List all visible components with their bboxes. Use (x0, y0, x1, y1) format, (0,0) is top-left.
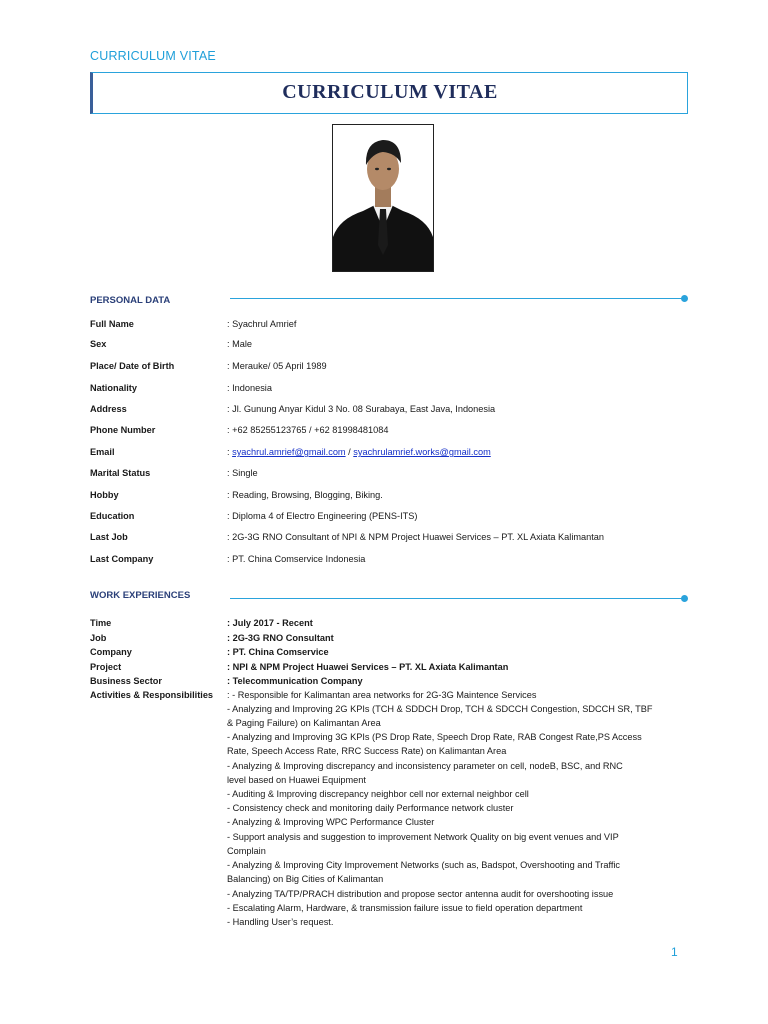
row-label: Hobby (90, 490, 119, 500)
divider-dot-icon (681, 595, 688, 602)
row-label: Company (90, 647, 132, 657)
activity-line: - Auditing & Improving discrepancy neighbor cell nor external neighbor cell (227, 789, 529, 799)
row-label: Address (90, 404, 127, 414)
email-link-secondary[interactable]: syachrulamrief.works@gmail.com (353, 447, 491, 457)
page-title: CURRICULUM VITAE (282, 81, 498, 103)
row-value: : NPI & NPM Project Huawei Services – PT. XL Axiata Kalimantan (227, 662, 509, 672)
row-label: Job (90, 633, 107, 643)
row-value: : 2G-3G RNO Consultant of NPI & NPM Project Huawei Services – PT. XL Axiata Kalimantan (227, 532, 605, 542)
row-value: : Telecommunication Company (227, 676, 363, 686)
activity-line: Complain (227, 846, 266, 856)
email-separator: / (345, 447, 354, 457)
row-value: : 2G-3G RNO Consultant (227, 633, 334, 643)
activity-line: level based on Huawei Equipment (227, 775, 366, 785)
email-link-primary[interactable]: syachrul.amrief@gmail.com (232, 447, 346, 457)
row-value: : Indonesia (227, 383, 272, 393)
row-label: Marital Status (90, 468, 151, 478)
row-value: : Merauke/ 05 April 1989 (227, 361, 327, 371)
row-label: Email (90, 447, 115, 457)
row-label: Place/ Date of Birth (90, 361, 175, 371)
row-label: Business Sector (90, 676, 162, 686)
activity-line: - Escalating Alarm, Hardware, & transmission failure issue to field operation department (227, 903, 583, 913)
activity-line: - Analyzing and Improving 3G KPIs (PS Drop Rate, Speech Drop Rate, RAB Congest Rate,PS Access (227, 732, 642, 742)
header-label: CURRICULUM VITAE (90, 49, 216, 63)
activities-label: Activities & Responsibilities (90, 690, 214, 700)
row-value (227, 446, 491, 458)
activity-line: - Analyzing & Improving City Improvement Networks (such as, Badspot, Overshooting and Traffic (227, 860, 621, 870)
section-divider (230, 598, 684, 599)
row-value: : +62 85255123765 / +62 81998481084 (227, 425, 389, 435)
row-label: Project (90, 662, 122, 672)
row-label: Last Job (90, 532, 128, 542)
activity-line: Rate, Speech Access Rate, RRC Success Rate) on Kalimantan Area (227, 746, 507, 756)
row-label: Time (90, 618, 112, 628)
row-label: Education (90, 511, 135, 521)
person-photo-icon (333, 125, 433, 271)
activity-line: : - Responsible for Kalimantan area networks for 2G-3G Maintence Services (227, 690, 537, 700)
row-value: : Jl. Gunung Anyar Kidul 3 No. 08 Surabaya, East Java, Indonesia (227, 404, 496, 414)
title-box (90, 72, 688, 114)
row-value: : Syachrul Amrief (227, 319, 297, 329)
row-label: Last Company (90, 554, 154, 564)
work-experiences-heading: WORK EXPERIENCES (90, 590, 191, 601)
section-divider (230, 298, 684, 299)
row-value: : PT. China Comservice Indonesia (227, 554, 366, 564)
activity-line: - Analyzing & Improving discrepancy and inconsistency parameter on cell, nodeB, BSC, and RNC (227, 761, 623, 771)
row-value: : Diploma 4 of Electro Engineering (PENS-ITS) (227, 511, 418, 521)
row-label: Nationality (90, 383, 137, 393)
activity-line: & Paging Failure) on Kalimantan Area (227, 718, 381, 728)
activity-line: - Analyzing TA/TP/PRACH distribution and propose sector antenna audit for overshooting issue (227, 889, 614, 899)
page-number: 1 (671, 945, 678, 959)
row-label: Full Name (90, 319, 134, 329)
row-label: Phone Number (90, 425, 156, 435)
activity-line: - Analyzing and Improving 2G KPIs (TCH & SDDCH Drop, TCH & SDCCH Congestion, SDCCH SR, TBF (227, 704, 653, 714)
activity-line: - Handling User’s request. (227, 917, 334, 927)
activity-line: - Consistency check and monitoring daily Performance network cluster (227, 803, 514, 813)
row-value: : Single (227, 468, 258, 478)
row-label: Sex (90, 339, 107, 349)
activity-line: - Analyzing & Improving WPC Performance Cluster (227, 817, 435, 827)
activity-line: - Support analysis and suggestion to improvement Network Quality on big event venues and VIP (227, 832, 619, 842)
row-value: : PT. China Comservice (227, 647, 329, 657)
email-prefix: : (227, 447, 233, 457)
row-value: : Reading, Browsing, Blogging, Biking. (227, 490, 383, 500)
activity-line: Balancing) on Big Cities of Kalimantan (227, 874, 384, 884)
profile-photo (332, 124, 434, 272)
row-value: : Male (227, 339, 253, 349)
row-value: : July 2017 - Recent (227, 618, 313, 628)
divider-dot-icon (681, 295, 688, 302)
personal-data-heading: PERSONAL DATA (90, 295, 171, 306)
